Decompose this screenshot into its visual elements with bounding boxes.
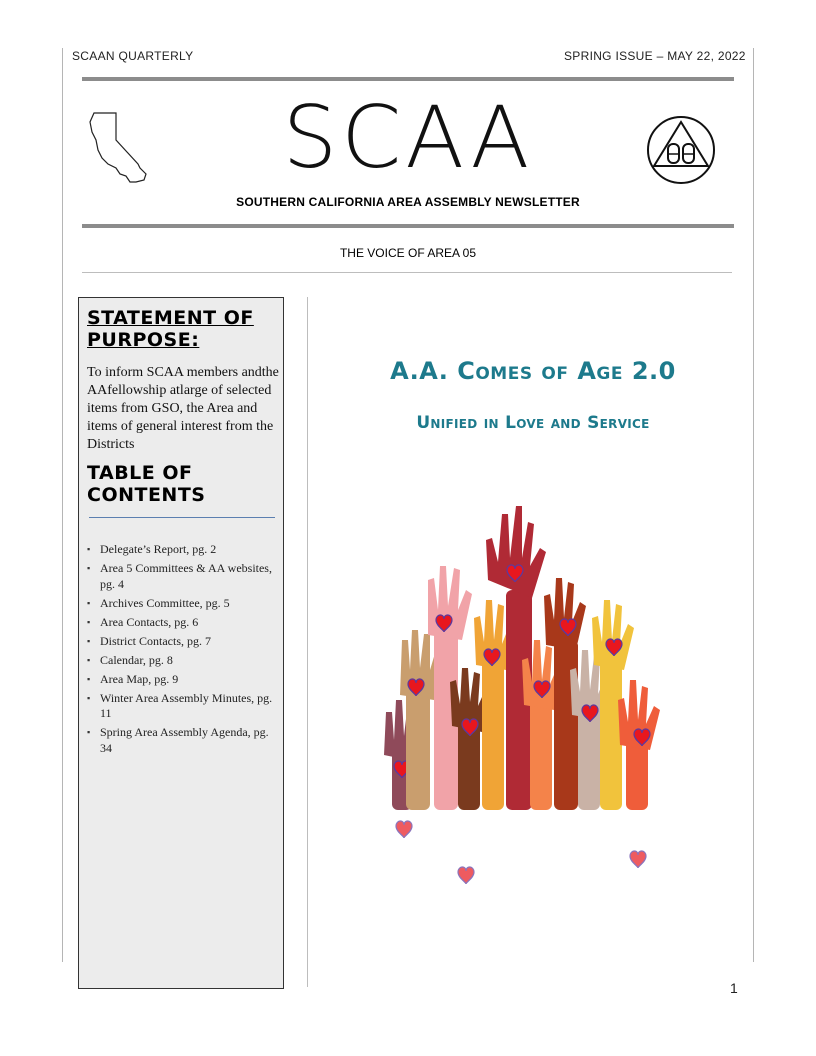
masthead-rule xyxy=(82,224,734,228)
page-border-left xyxy=(62,48,63,962)
top-rule xyxy=(82,77,734,81)
masthead-subtitle: SOUTHERN CALIFORNIA AREA ASSEMBLY NEWSLETTER xyxy=(236,195,580,209)
toc-item: ▪ Archives Committee, pg. 5 xyxy=(85,596,275,612)
toc-item: ▪ Delegate’s Report, pg. 2 xyxy=(85,542,275,558)
heart-reflection-1 xyxy=(396,821,412,838)
column-divider xyxy=(307,297,308,987)
toc-rule xyxy=(89,517,275,518)
purpose-text: To inform SCAA members andthe AAfellowship atlarge of selected items from GSO, the Area and items of general interest from the Districts xyxy=(87,365,279,452)
toc-item: ▪ District Contacts, pg. 7 xyxy=(85,634,275,650)
toc-item: ▪ Spring Area Assembly Agenda, pg. 34 xyxy=(85,725,275,756)
heart-reflection-2 xyxy=(458,867,474,884)
masthead-voice: THE VOICE OF AREA 05 xyxy=(339,246,477,260)
masthead-title: SCAA xyxy=(282,88,534,188)
toc-item: ▪ Area 5 Committees & AA websites, pg. 4 xyxy=(85,561,275,592)
raised-hands-hearts-illustration xyxy=(370,500,680,900)
toc-item: ▪ Winter Area Assembly Minutes, pg. 11 xyxy=(85,691,275,722)
heart-reflection-3 xyxy=(630,851,646,868)
header-publication: SCAAN QUARTERLY xyxy=(72,49,194,63)
aa-triangle-logo-icon xyxy=(645,114,717,186)
toc-item: ▪ Calendar, pg. 8 xyxy=(85,653,275,669)
purpose-heading: STATEMENT OF PURPOSE: xyxy=(87,307,254,351)
toc-item: ▪ Area Contacts, pg. 6 xyxy=(85,615,275,631)
voice-rule xyxy=(82,272,732,273)
sidebar-panel xyxy=(78,297,284,989)
toc-list xyxy=(85,542,275,760)
feature-tagline: Unified in Love and Service xyxy=(416,413,650,433)
page-border-right xyxy=(753,48,754,962)
feature-headline: A.A. Comes of Age 2.0 xyxy=(390,357,676,385)
toc-heading: TABLE OF CONTENTS xyxy=(87,462,206,506)
toc-item: ▪ Area Map, pg. 9 xyxy=(85,672,275,688)
hand-11 xyxy=(618,680,660,810)
header-issue-date: SPRING ISSUE – MAY 22, 2022 xyxy=(564,49,746,63)
page-number: 1 xyxy=(730,980,738,996)
